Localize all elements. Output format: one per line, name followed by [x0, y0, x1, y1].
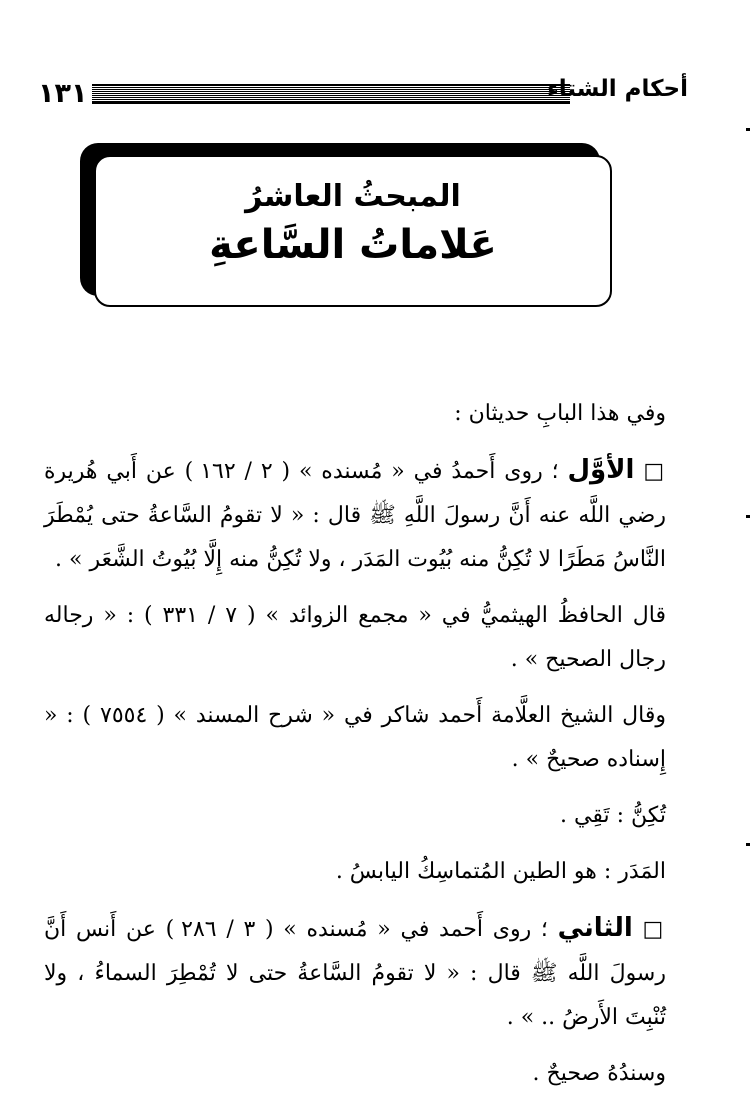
paragraph-gloss-madar: المَدَر : هو الطين المُتماسِكُ اليابسُ .	[335, 859, 666, 884]
paragraph-intro: وفي هذا البابِ حديثان :	[454, 401, 666, 426]
paragraph-second-hadith	[44, 906, 666, 1040]
running-title: أحكام الشتاء	[546, 76, 688, 102]
chapter-title: عَلاماتُ السَّاعةِ	[209, 222, 497, 268]
square-marker-icon: □	[642, 917, 666, 942]
header-rule	[92, 84, 570, 104]
paragraph-first-hadith	[44, 448, 666, 582]
paragraph-gloss-tukinnu: تُكِنُّ : تَقِي .	[560, 803, 666, 828]
square-marker-icon: □	[643, 459, 666, 484]
hadith-lead-first: الأوَّل	[567, 455, 635, 485]
edge-mark	[746, 843, 750, 846]
chapter-box	[94, 155, 612, 307]
body-text	[44, 392, 666, 1108]
hadith-text-first: ؛ روى أَحمدُ في « مُسنده » ( ٢ / ١٦٢ ) عن أَبي هُريرة رضي اللَّه عنه أَنَّ رسولَ اللَّهِ ﷺ قال : « لا تقومُ السَّاعةُ حتى يُمْطَرَ النَّاسُ مَطَرًا لا تُكِنُّ منه بُيُوت المَدَر ، ولا تُكِنُّ منه إِلَّا بُيُوتُ الشَّعَر » .	[44, 459, 666, 572]
page-number: ١٣١	[38, 78, 88, 109]
page-header	[38, 72, 688, 112]
paragraph-shakir: وقال الشيخ العلَّامة أَحمد شاكر في « شرح المسند » ( ٧٥٥٤ ) : « إِسناده صحيحٌ » .	[44, 703, 667, 772]
hadith-text-second: ؛ روى أَحمد في « مُسنده » ( ٣ / ٢٨٦ ) عن أَنس أَنَّ رسولَ اللَّه ﷺ قال : « لا تقومُ السَّاعةُ حتى لا تُمْطِرَ السماءُ ، ولا تُنْبِتَ الأَرضُ .. » .	[44, 917, 666, 1030]
chapter-number: المبحثُ العاشرُ	[245, 179, 461, 214]
edge-mark	[746, 128, 750, 131]
edge-mark	[746, 515, 750, 518]
paragraph-haythami: قال الحافظُ الهيثميُّ في « مجمع الزوائد » ( ٧ / ٣٣١ ) : « رجاله رجال الصحيح » .	[44, 603, 666, 672]
hadith-lead-second: الثاني	[557, 913, 633, 943]
paragraph-sanad: وسندُهُ صحيحٌ .	[532, 1061, 666, 1086]
